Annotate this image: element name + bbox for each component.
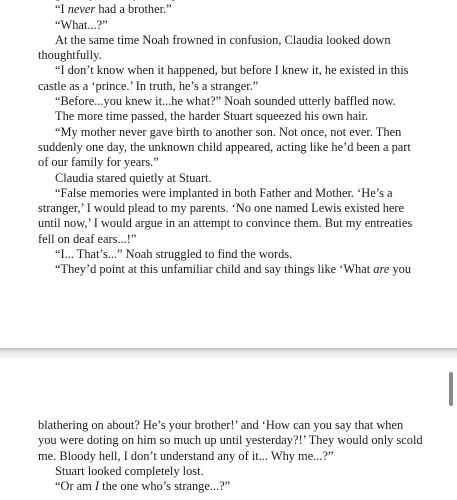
paragraph — [38, 125, 423, 171]
text-segment: “I... That’s...” Noah struggled to find the words. — [55, 247, 293, 262]
paragraph — [38, 418, 423, 464]
text-segment: blathering on about? He’s your brother!’ and ‘How can you say that when you were doting on him so much up until yesterday?!’ They would only scold me. Bloody hell, I don’t understand any of it... Why me...?” — [38, 418, 423, 463]
paragraph — [38, 247, 423, 262]
text-segment: “They’d point at this unfamiliar child and say things like ‘What — [55, 262, 374, 277]
paragraph — [38, 262, 423, 277]
text-segment: the one who’s strange...?” — [99, 479, 231, 494]
text-segment: you — [389, 262, 412, 277]
paragraph — [38, 33, 423, 64]
text-segment: Claudia stared quietly at Stuart. — [55, 170, 212, 185]
text-segment: “What...?” — [55, 17, 108, 32]
text-segment: At the same time Noah frowned in confusion, Claudia looked down thoughtfully. — [38, 32, 391, 63]
paragraph — [38, 186, 423, 247]
text-segment: “Before...you knew it...he what?” Noah sounded utterly baffled now. — [55, 94, 396, 109]
paragraph — [38, 63, 423, 94]
paragraph — [38, 18, 423, 33]
paragraph — [38, 94, 423, 109]
scrollbar-thumb[interactable] — [449, 372, 453, 406]
page-separator — [0, 348, 457, 358]
text-segment: Stuart looked completely lost. — [55, 463, 204, 478]
italic-text: never — [67, 2, 96, 17]
text-segment: The more time passed, the harder Stuart squeezed his own hair. — [55, 109, 369, 124]
paragraph — [38, 109, 423, 124]
text-segment: had a brother.” — [95, 2, 172, 17]
text-segment: “I don’t know when it happened, but before I knew it, he existed in this castle as a ‘prince.’ In truth, he’s a stranger.” — [38, 63, 409, 93]
text-segment: “My mother never gave birth to another son. Not once, not ever. Then suddenly one day, the unknown child appeared, acting like he’d been a part of our family for years.” — [38, 124, 411, 170]
text-segment — [55, 0, 184, 1]
text-segment: “I — [55, 2, 68, 17]
page-text-bottom — [38, 418, 423, 494]
page-text-top — [38, 0, 423, 278]
reader-page-bottom — [0, 358, 457, 500]
paragraph — [38, 171, 423, 186]
italic-text: are — [373, 262, 390, 277]
text-segment: “False memories were implanted in both Father and Mother. ‘He’s a stranger,’ I would plead to my parents. ‘No one named Lewis existed here until now,’ I would argue in an attempt to convince them. But my entreaties fell on deaf ears...!” — [38, 185, 413, 246]
paragraph — [38, 464, 423, 479]
italic-text: I — [94, 479, 100, 494]
paragraph — [38, 479, 423, 494]
paragraph — [38, 2, 423, 17]
text-segment: “Or am — [55, 479, 95, 494]
